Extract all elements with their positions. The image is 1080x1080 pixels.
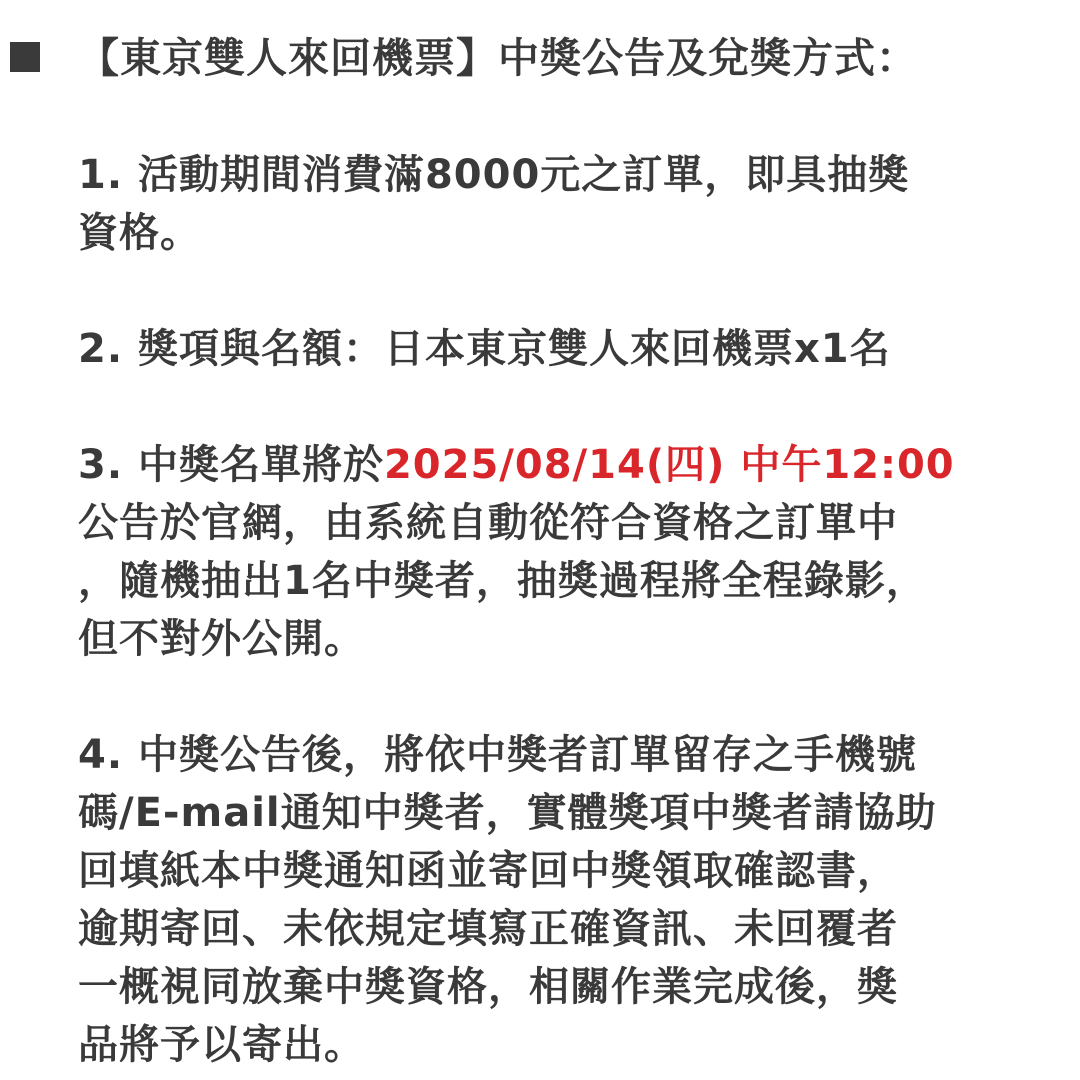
draw-date-highlight: 2025/08/14(四) 中午12:00 <box>383 442 955 488</box>
text-line-with-date <box>78 436 1068 494</box>
text-line: 但不對外公開。 <box>78 616 365 662</box>
announcement-body <box>78 146 1068 1074</box>
text-line: 資格。 <box>78 210 201 256</box>
text-line: 回填紙本中獎通知函並寄回中獎領取確認書， <box>78 848 898 894</box>
list-item-eligibility <box>78 146 1068 262</box>
list-item-notification <box>78 726 1068 1074</box>
list-item-prize <box>78 320 1068 378</box>
text-line: 1. 活動期間消費滿8000元之訂單，即具抽獎 <box>78 152 910 198</box>
announcement-heading: 【東京雙人來回機票】中獎公告及兌獎方式： <box>78 34 918 82</box>
text-line: 4. 中獎公告後，將依中獎者訂單留存之手機號 <box>78 732 917 778</box>
draw-notice-prefix: 3. 中獎名單將於 <box>78 442 384 488</box>
text-line: 逾期寄回、未依規定填寫正確資訊、未回覆者 <box>78 906 898 952</box>
text-line: 品將予以寄出。 <box>78 1022 365 1068</box>
square-bullet-icon <box>10 42 40 72</box>
text-line: 2. 獎項與名額：日本東京雙人來回機票x1名 <box>78 326 891 372</box>
text-line: 一概視同放棄中獎資格，相關作業完成後，獎 <box>78 964 898 1010</box>
list-item-draw-date <box>78 436 1068 668</box>
text-line: ，隨機抽出1名中獎者，抽獎過程將全程錄影， <box>78 558 927 604</box>
text-line: 公告於官網，由系統自動從符合資格之訂單中 <box>78 500 898 546</box>
text-line: 碼/E-mail通知中獎者，實體獎項中獎者請協助 <box>78 790 937 836</box>
